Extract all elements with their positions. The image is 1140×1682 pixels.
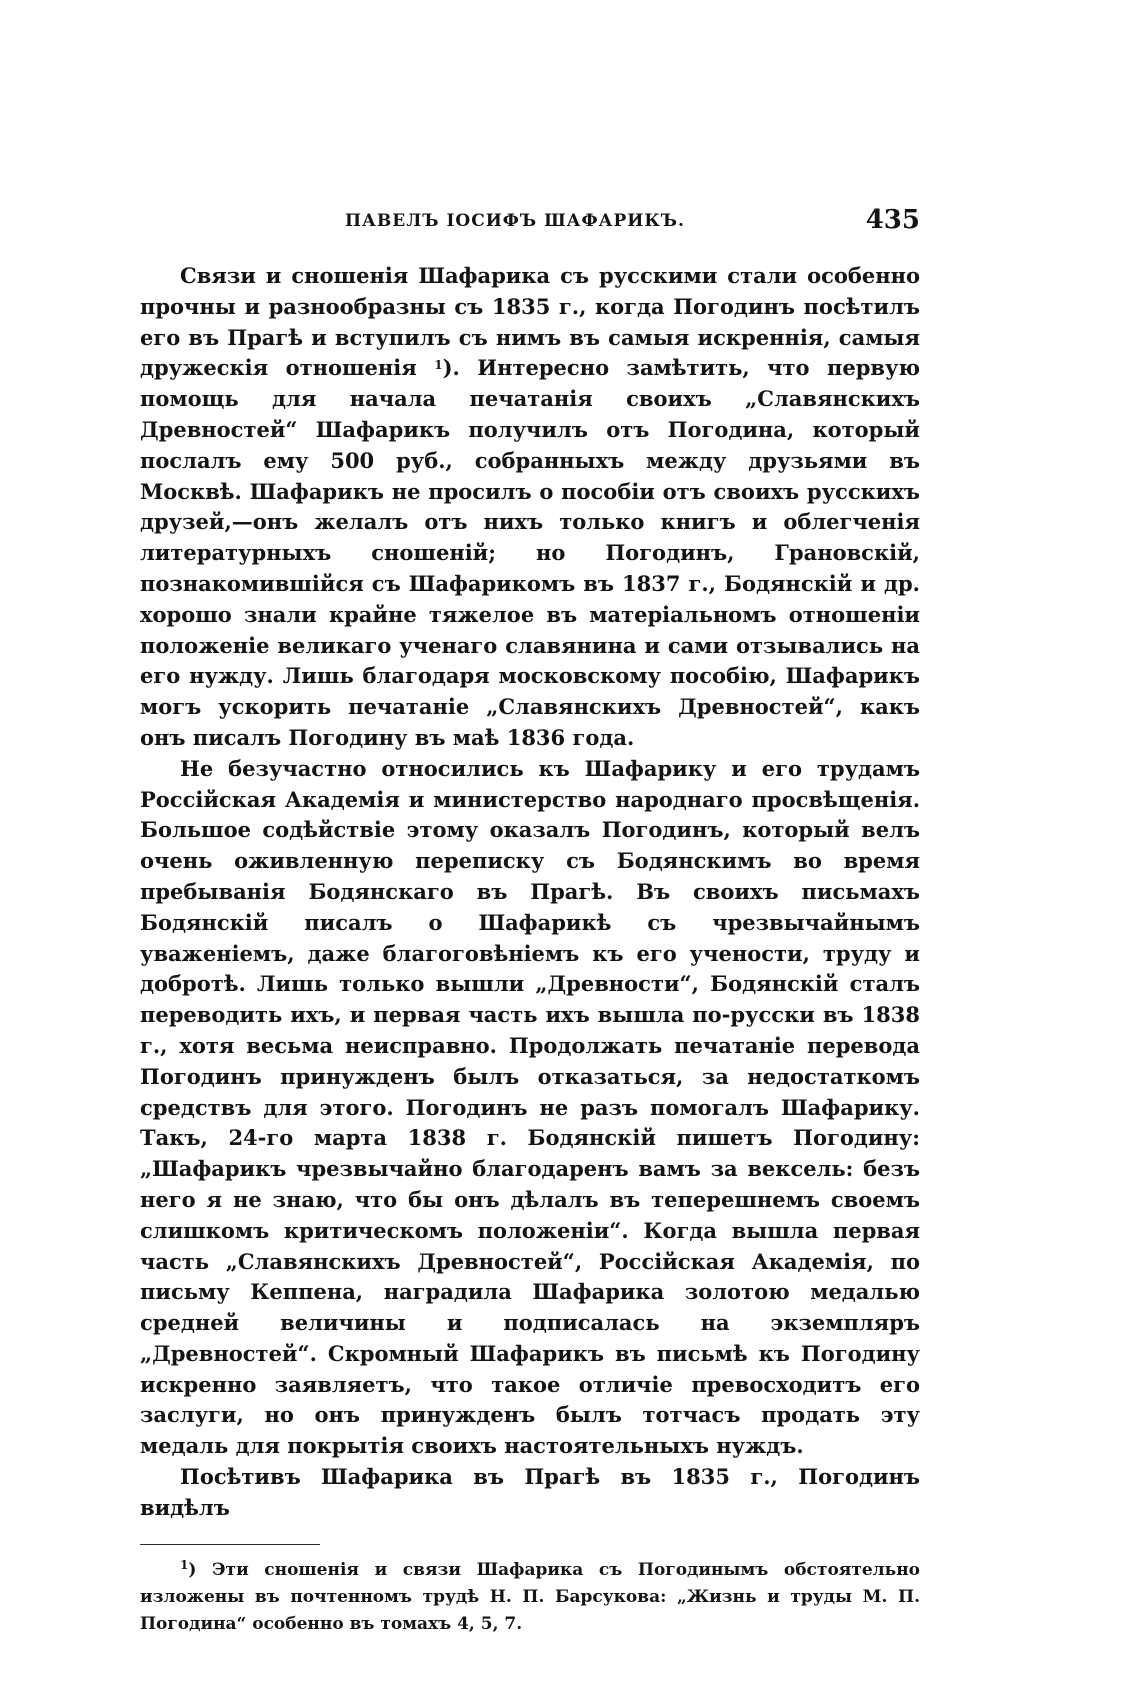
running-title: ПАВЕЛЪ ІОСИФЪ ШАФАРИКЪ.: [345, 211, 685, 231]
paragraph-1-text: Связи и сношенія Шафарика съ русскими стали особенно прочны и разнообразны съ 1835 г., когда Погодинъ посѣтилъ его въ Прагѣ и вступилъ съ нимъ въ самыя искреннія, самыя дружескія отношенія: [140, 263, 920, 381]
footnote-divider: [140, 1544, 320, 1545]
running-header: [140, 205, 920, 239]
paragraph-1-continuation: ). Интересно замѣтить, что первую помощь для начала печатанія своихъ „Славянскихъ Древностей“ Шафарикъ получилъ отъ Погодина, который послалъ ему 500 руб., собранныхъ между друзьями въ Москвѣ. Шафарикъ не просилъ о пособіи отъ своихъ русскихъ друзей,—онъ желалъ отъ нихъ только книгъ и облегченія литературныхъ сношеній; но Погодинъ, Грановскій, познакомившійся съ Шафарикомъ въ 1837 г., Бодянскій и др. хорошо знали крайне тяжелое въ матеріальномъ отношеніи положеніе великаго ученаго славянина и сами отзывались на его нужду. Лишь благодаря московскому пособію, Шафарикъ могъ ускорить печатаніе „Славянскихъ Древностей“, какъ онъ писалъ Погодину въ маѣ 1836 года.: [140, 355, 920, 750]
footnote: [140, 1557, 920, 1638]
page-number: 435: [865, 205, 920, 235]
paragraph-3: Посѣтивъ Шафарика въ Прагѣ въ 1835 г., Погодинъ видѣлъ: [140, 1464, 920, 1520]
footnote-reference: 1: [434, 358, 443, 373]
footnote-text: ) Эти сношенія и связи Шафарика съ Погодинымъ обстоятельно изложены въ почтенномъ трудѣ Н. П. Барсукова: „Жизнь и труды М. П. Погодина“ особенно въ томахъ 4, 5, 7.: [140, 1559, 920, 1634]
footnote-marker: 1: [180, 1557, 189, 1572]
paragraph-2: Не безучастно относились къ Шафарику и его трудамъ Россійская Академія и министерство народнаго просвѣщенія. Большое содѣйствіе этому оказалъ Погодинъ, который велъ очень оживленную переписку съ Бодянскимъ во время пребыванія Бодянскаго въ Прагѣ. Въ своихъ письмахъ Бодянскій писалъ о Шафарикѣ съ чрезвычайнымъ уваженіемъ, даже благоговѣніемъ къ его учености, труду и добротѣ. Лишь только вышли „Древности“, Бодянскій сталъ переводить ихъ, и первая часть ихъ вышла по-русски въ 1838 г., хотя весьма неисправно. Продолжать печатаніе перевода Погодинъ принужденъ былъ отказаться, за недостаткомъ средствъ для этого. Погодинъ не разъ помогалъ Шафарику. Такъ, 24-го марта 1838 г. Бодянскій пишетъ Погодину: „Шафарикъ чрезвычайно благодаренъ вамъ за вексель: безъ него я не знаю, что бы онъ дѣлалъ въ теперешнемъ своемъ слишкомъ критическомъ положеніи“. Когда вышла первая часть „Славянскихъ Древностей“, Россійская Академія, по письму Кеппена, наградила Шафарика золотою медалью средней величины и подписалась на экземпляръ „Древностей“. Скромный Шафарикъ въ письмѣ къ Погодину искренно заявляетъ, что такое отличіе превосходитъ его заслуги, но онъ принужденъ былъ тотчасъ продать эту медаль для покрытія своихъ настоятельныхъ нуждъ.: [140, 755, 920, 1459]
body-text: [140, 261, 920, 1524]
book-page: [140, 205, 920, 1634]
paragraph-1: [140, 261, 920, 754]
